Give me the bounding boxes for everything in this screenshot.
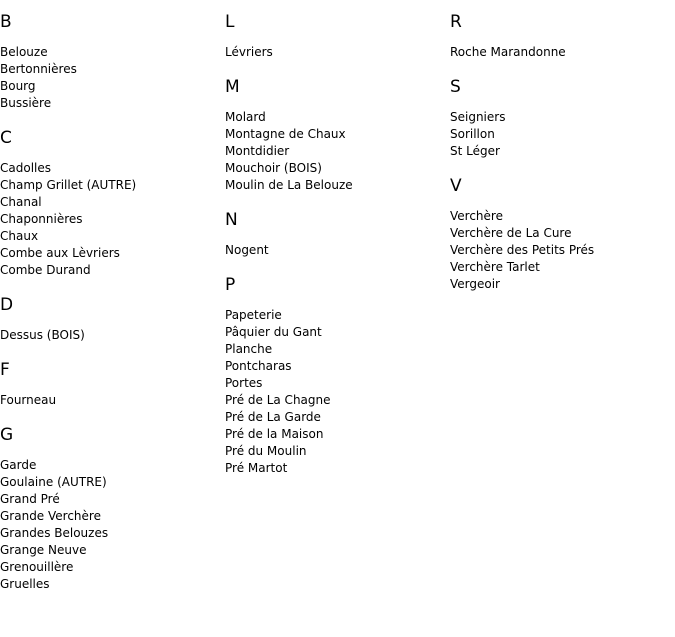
index-entry-link[interactable]: Sorillon <box>450 127 495 141</box>
index-section <box>0 126 225 279</box>
index-entry-link[interactable]: Montagne de Chaux <box>225 127 346 141</box>
entry-list <box>0 160 225 279</box>
index-entry-link[interactable]: Bourg <box>0 79 36 93</box>
index-entry-link[interactable]: Grandes Belouzes <box>0 526 109 540</box>
index-entry-link[interactable]: Bussière <box>0 96 52 110</box>
index-entry-link[interactable]: Pré de la Maison <box>225 427 324 441</box>
index-entry-link[interactable]: Champ Grillet (AUTRE) <box>0 178 137 192</box>
entry-list <box>0 457 225 593</box>
entry-list <box>225 307 450 477</box>
section-letter-heading: G <box>0 425 14 445</box>
index-section <box>0 423 225 593</box>
section-letter-heading: M <box>225 77 240 97</box>
index-section <box>225 75 450 194</box>
index-entry-link[interactable]: Nogent <box>225 243 269 257</box>
index-entry-link[interactable]: Verchère <box>450 209 503 223</box>
entry-list <box>0 44 225 112</box>
entry-list <box>225 44 450 61</box>
index-entry-link[interactable]: Roche Marandonne <box>450 45 566 59</box>
index-entry-link[interactable]: Garde <box>0 458 37 472</box>
entry-list <box>450 44 675 61</box>
index-entry-link[interactable]: Grand Pré <box>0 492 60 506</box>
index-entry-link[interactable]: St Léger <box>450 144 500 158</box>
section-letter-heading: N <box>225 210 238 230</box>
index-section <box>450 174 675 293</box>
index-entry-link[interactable]: Verchère de La Cure <box>450 226 572 240</box>
index-entry-link[interactable]: Pré de La Garde <box>225 410 321 424</box>
index-entry-link[interactable]: Vergeoir <box>450 277 500 291</box>
index-entry-link[interactable]: Molard <box>225 110 266 124</box>
entry-list <box>225 242 450 259</box>
index-entry-link[interactable]: Combe Durand <box>0 263 91 277</box>
index-section <box>0 293 225 344</box>
index-section <box>225 208 450 259</box>
index-entry-link[interactable]: Mouchoir (BOIS) <box>225 161 322 175</box>
index-entry-link[interactable]: Pré du Moulin <box>225 444 307 458</box>
index-column-2 <box>225 10 450 491</box>
index-entry-link[interactable]: Goulaine (AUTRE) <box>0 475 107 489</box>
index-section <box>0 358 225 409</box>
section-letter-heading: F <box>0 360 10 380</box>
index-entry-link[interactable]: Gruelles <box>0 577 50 591</box>
index-entry-link[interactable]: Chaponnières <box>0 212 83 226</box>
index-section <box>450 10 675 61</box>
index-entry-link[interactable]: Planche <box>225 342 273 356</box>
index-section <box>450 75 675 160</box>
section-letter-heading: L <box>225 12 235 32</box>
index-entry-link[interactable]: Pré Martot <box>225 461 288 475</box>
index-entry-link[interactable]: Dessus (BOIS) <box>0 328 85 342</box>
index-entry-link[interactable]: Pré de La Chagne <box>225 393 331 407</box>
index-entry-link[interactable]: Pontcharas <box>225 359 292 373</box>
index-entry-link[interactable]: Chanal <box>0 195 42 209</box>
section-letter-heading: P <box>225 275 236 295</box>
section-letter-heading: S <box>450 77 461 97</box>
index-entry-link[interactable]: Verchère Tarlet <box>450 260 540 274</box>
index-entry-link[interactable]: Belouze <box>0 45 48 59</box>
section-letter-heading: V <box>450 176 462 196</box>
index-entry-link[interactable]: Grande Verchère <box>0 509 101 523</box>
index-entry-link[interactable]: Montdidier <box>225 144 290 158</box>
index-entry-link[interactable]: Fourneau <box>0 393 57 407</box>
index-entry-link[interactable]: Grange Neuve <box>0 543 87 557</box>
index-entry-link[interactable]: Seigniers <box>450 110 506 124</box>
entry-list <box>0 327 225 344</box>
index-column-1 <box>0 10 225 607</box>
index-section <box>0 10 225 112</box>
index-section <box>225 10 450 61</box>
index-entry-link[interactable]: Cadolles <box>0 161 51 175</box>
index-entry-link[interactable]: Combe aux Lèvriers <box>0 246 120 260</box>
section-letter-heading: C <box>0 128 12 148</box>
index-entry-link[interactable]: Bertonnières <box>0 62 77 76</box>
index-column-3 <box>450 10 675 307</box>
section-letter-heading: R <box>450 12 462 32</box>
entry-list <box>450 109 675 160</box>
section-letter-heading: B <box>0 12 12 32</box>
entry-list <box>450 208 675 293</box>
index-entry-link[interactable]: Grenouillère <box>0 560 74 574</box>
index-entry-link[interactable]: Verchère des Petits Prés <box>450 243 595 257</box>
index-entry-link[interactable]: Portes <box>225 376 263 390</box>
index-entry-link[interactable]: Lévriers <box>225 45 273 59</box>
index-entry-link[interactable]: Chaux <box>0 229 39 243</box>
entry-list <box>225 109 450 194</box>
section-letter-heading: D <box>0 295 14 315</box>
index-section <box>225 273 450 477</box>
index-entry-link[interactable]: Moulin de La Belouze <box>225 178 353 192</box>
index-entry-link[interactable]: Pâquier du Gant <box>225 325 322 339</box>
entry-list <box>0 392 225 409</box>
index-entry-link[interactable]: Papeterie <box>225 308 282 322</box>
